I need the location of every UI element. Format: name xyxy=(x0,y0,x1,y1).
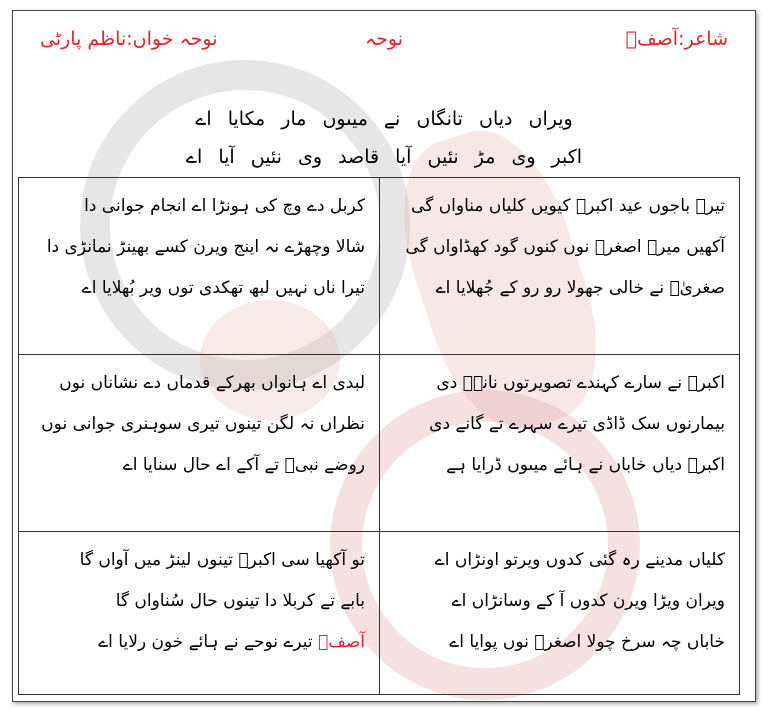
verse-line: آکھیں میرے اصغرؑ نوں کنوں گود کھڈاواں گی xyxy=(405,237,725,257)
verse-line: روضے نبیؐ تے آکے اے حال سنایا اے xyxy=(122,455,365,475)
reciter-label: نوحہ خواں:ناظم پارٹی xyxy=(40,28,218,50)
stanza-cell-right xyxy=(379,532,739,694)
stanza-cell-left xyxy=(19,355,379,531)
verse-line: صغریٰؑ نے خالی جھولا رو رو کے جُھلایا اے xyxy=(435,278,725,298)
verse-line: اکبرؑ نے سارے کہندے تصویرتوں نانےؐ دی xyxy=(436,373,725,393)
verse-line: تو آکھیا سی اکبرؑ تینوں لینڑ میں آواں گا xyxy=(79,550,365,570)
verse-line: لبدی اے ہانواں بھرکے قدماں دے نشاناں نوں xyxy=(59,373,365,393)
stanza-row xyxy=(19,532,739,694)
poet-signature: آصفؔ xyxy=(318,632,365,652)
header xyxy=(40,28,728,68)
verse-line: بابے تے کربلا دا تینوں حال سُناواں گا xyxy=(115,591,365,611)
stanza-cell-left xyxy=(19,178,379,354)
verse-line: خاباں چہ سرخ چولا اصغرؑ نوں پوایا اے xyxy=(449,632,725,652)
stanza-cell-left xyxy=(19,532,379,694)
chorus-line: ویراں دیاں تانگاں نے میں‍وں مار مکایا اے xyxy=(195,108,573,130)
verse-line: اکبرؑ دیاں خاباں نے ہائے میں‍وں ڈرایا ہے xyxy=(446,455,725,475)
verse-line: کلیاں مدینے رہ گئی کدوں ویرتو اونڑاں اے xyxy=(434,550,725,570)
verse-line: بیمارنوں سک ڈاڈی تیرے سہرے تے گانے دی xyxy=(429,414,725,434)
verse-line: کربل دے وچ کی ہونڑا اے انجام جوانی دا xyxy=(84,196,365,216)
stanza-cell-right xyxy=(379,355,739,531)
stanza-row xyxy=(19,355,739,532)
stanza-cell-right xyxy=(379,178,739,354)
verse-text: تیرے نوحے نے ہائے خون رلایا اے xyxy=(98,632,313,652)
verse-line: تیرے باجوں عید اکبرؑ کیویں کلیاں مناواں گی xyxy=(411,196,725,216)
verse-line-signed xyxy=(33,622,365,663)
verse-line: تیرا ناں نہیں لبھ تھکدی توں ویر بُھلایا اے xyxy=(81,278,365,298)
chorus-line: اکبر وی مڑ نئیں آیا قاصد وی نئیں آیا اے xyxy=(185,146,583,168)
chorus xyxy=(0,100,768,176)
poet-label: شاعر:آصفؔ xyxy=(625,28,728,50)
verse-line: ویران ویڑا ویرن کدوں آ کے وسانڑاں اے xyxy=(451,591,725,611)
stanza-table xyxy=(18,177,740,695)
verse-line: نظراں نہ لگن تینوں تیری سوہنری جوانی نوں xyxy=(41,414,365,434)
page-title: نوحہ xyxy=(365,28,403,50)
verse-line: شالا وچھڑے نہ اینج ویرن کسے بھینڑ نمانڑی دا xyxy=(46,237,365,257)
stanza-row xyxy=(19,178,739,355)
